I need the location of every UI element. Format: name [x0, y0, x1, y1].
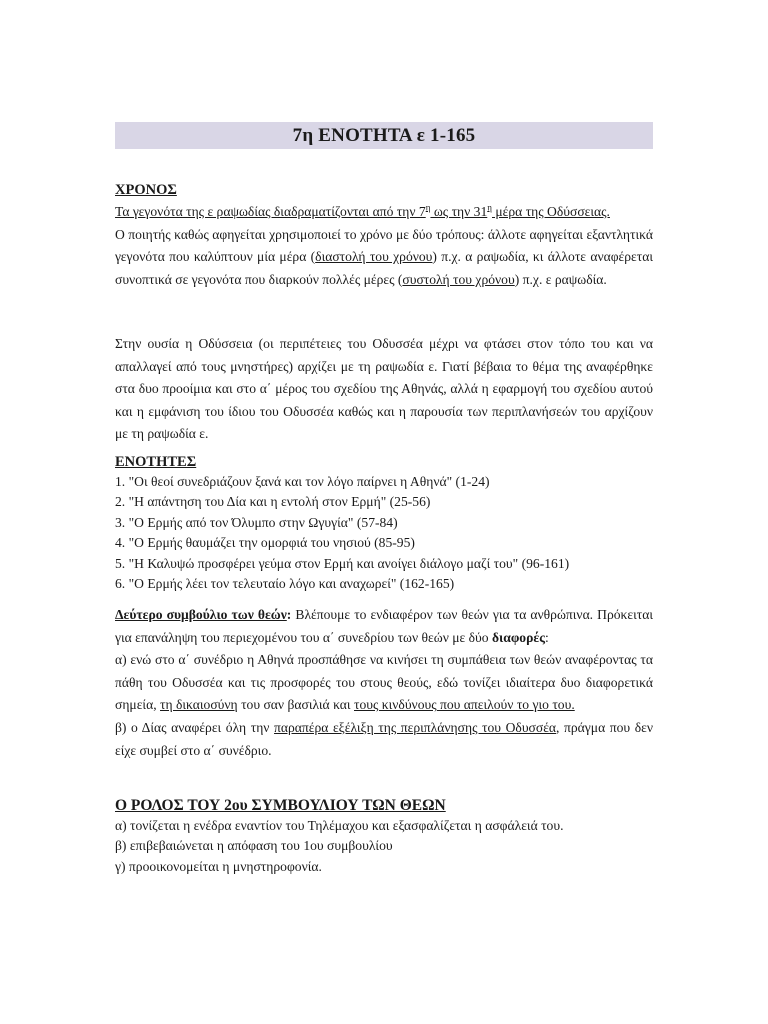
- symvoulio-text-a: Βλέπουμε το ενδιαφέρον των θεών για τα ανθρώπινα. Πρόκειται για επανάληψη του περιεχομένου του α΄ συνεδρίου των θεών με δύο: [115, 607, 654, 645]
- symvoulio-label: Δεύτερο συμβούλιο των θεών: [115, 607, 287, 622]
- intro-section: [115, 333, 653, 446]
- enotita-item: 4. "Ο Ερμής θαυμάζει την ομορφιά του νησιού (85-95): [115, 535, 415, 551]
- section-title-bar: [115, 122, 653, 149]
- enotita-item: 1. "Οι θεοί συνεδριάζουν ξανά και τον λόγο παίρνει η Αθηνά" (1-24): [115, 474, 490, 489]
- intro-paragraph: Στην ουσία η Οδύσσεια (οι περιπέτειες του Οδυσσέα μέχρι να φτάσει στον τόπο του και να απαλλαγεί από τους μνηστήρες) αρχίζει με τη ραψωδία ε. Γιατί βέβαια το θέμα της αναφέρθηκε στα δυο προοίμια και στο α΄ μέρος του σχεδίου της Αθηνάς, αλλά η εφαρμογή του σχεδίου αυτού και η εμφάνιση του ίδιου του Οδυσσέα καθώς και η παρουσία των περιπλανήσεών του αρχίζουν με τη ραψωδία ε.: [115, 336, 653, 442]
- rolos-item: α) τονίζεται η ενέδρα εναντίον του Τηλέμαχου και εξασφαλίζεται η ασφάλειά του.: [115, 818, 564, 833]
- symvoulio-diafores: διαφορές: [491, 629, 545, 645]
- rolos-item: γ) προοικονομείται η μνηστηροφονία.: [115, 858, 322, 874]
- beta-b: , πράγμα που δεν είχε συμβεί στο α΄ συνέδριο.: [115, 719, 653, 758]
- chronos-sup1: η: [425, 202, 431, 213]
- alpha-a: α) ενώ στο α΄ συνέδριο η Αθηνά προσπάθησε να κινήσει τη συμπάθεια των θεών αναφέροντας τα πάθη του Οδυσσέα και τις προσφορές του στους θεούς, εδώ τονίζει ιδιαίτερα δυο διαφορετικά σημεία,: [115, 652, 653, 713]
- beta-a: β) ο Δίας αναφέρει όλη την: [115, 719, 275, 735]
- chronos-p2-c: ) π.χ. ε ραψωδία.: [514, 271, 607, 287]
- symvoulio-alpha: [115, 649, 653, 717]
- section-title: 7η ΕΝΟΤΗΤΑ ε 1-165: [292, 124, 476, 146]
- chronos-line1-post: μέρα της Οδύσσειας.: [492, 204, 610, 219]
- alpha-kindynous: τους κινδύνους που απειλούν το γιο του.: [354, 697, 575, 713]
- alpha-b: του σαν βασιλιά και: [237, 697, 354, 713]
- chronos-systoli: συστολή του χρόνου: [402, 271, 515, 287]
- document-page: [115, 122, 654, 874]
- enotites-list: [115, 472, 653, 594]
- enotita-item: 5. "Η Καλυψώ προσφέρει γεύμα στον Ερμή και ανοίγει διάλογο μαζί του" (96-161): [115, 555, 570, 571]
- chronos-sup2: η: [487, 202, 492, 213]
- chronos-line1-pre: Τα γεγονότα της ε ραψωδίας διαδραματίζονται από την 7: [115, 204, 426, 219]
- symvoulio-colon: :: [286, 607, 292, 622]
- rolos-heading: Ο ΡΟΛΟΣ ΤΟΥ 2ου ΣΥΜΒΟΥΛΙΟΥ ΤΩΝ ΘΕΩΝ: [115, 797, 446, 814]
- symvoulio-text-b: :: [544, 629, 549, 645]
- symvoulio-section: [115, 604, 653, 762]
- rolos-item: β) επιβεβαιώνεται η απόφαση του 1ου συμβουλίου: [115, 838, 393, 854]
- rolos-section: [115, 795, 653, 877]
- enotita-item: 6. "Ο Ερμής λέει τον τελευταίο λόγο και αναχωρεί" (162-165): [115, 576, 455, 592]
- symvoulio-beta: [115, 717, 653, 762]
- chronos-p2-b: ) π.χ. α ραψωδία, κι άλλοτε αναφέρεται συνοπτικά σε γεγονότα που διαρκούν πολλές μέρες (: [115, 249, 654, 287]
- enotita-item: 3. "Ο Ερμής από τον Όλυμπο στην Ωγυγία" (57-84): [115, 514, 398, 530]
- alpha-dikaiosyni: τη δικαιοσύνη: [160, 697, 238, 713]
- chronos-p2-a: Ο ποιητής καθώς αφηγείται χρησιμοποιεί το χρόνο με δύο τρόπους: άλλοτε αφηγείται εξαντλητικά γεγονότα που καλύπτουν μία μέρα (: [115, 226, 653, 265]
- enotites-section: [115, 452, 653, 594]
- chronos-heading: ΧΡΟΝΟΣ: [115, 182, 177, 198]
- chronos-line1-mid: ως την 31: [430, 204, 488, 219]
- enotites-heading: ΕΝΟΤΗΤΕΣ: [115, 454, 197, 470]
- chronos-diastoli: διαστολή του χρόνου: [315, 249, 433, 265]
- rolos-list: [115, 816, 653, 877]
- chronos-paragraph-1: [115, 201, 653, 224]
- chronos-paragraph-2: [115, 224, 653, 292]
- symvoulio-paragraph: [115, 604, 653, 649]
- beta-exelixi: παραπέρα εξέλιξη της περιπλάνησης του Οδυσσέα: [274, 719, 557, 735]
- enotita-item: 2. "Η απάντηση του Δία και η εντολή στον Ερμή" (25-56): [115, 494, 431, 510]
- chronos-section: [115, 180, 653, 291]
